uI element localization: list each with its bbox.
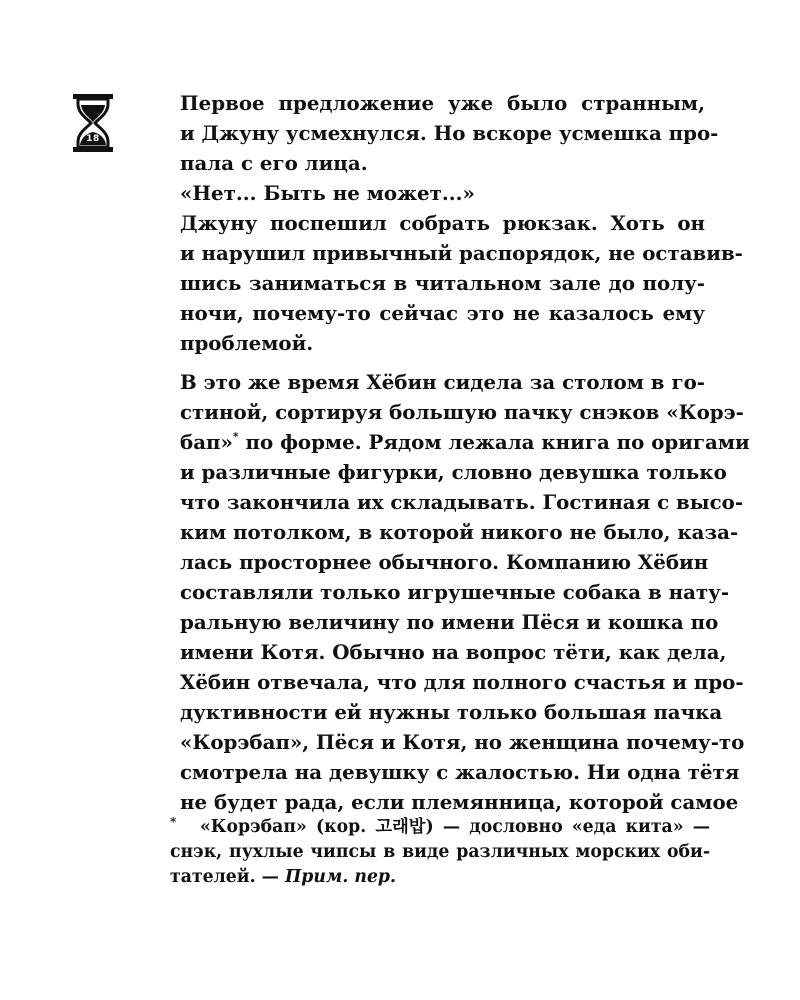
text-line: ночи, почему-то сейчас это не казалось ему — [180, 301, 705, 325]
hourglass-icon — [70, 92, 116, 154]
main-text-bottom — [180, 367, 750, 817]
footnote-line: * «Корэбап» (кор. 고래밥) — дословно «еда кита» — — [170, 815, 710, 837]
footnote-reference: * — [232, 430, 239, 443]
text-line: что закончила их складывать. Гостиная с высо- — [180, 490, 744, 514]
text-line: ким потолком, в которой никого не было, каза- — [180, 520, 739, 544]
text-line: имени Котя. Обычно на вопрос тёти, как дела, — [180, 640, 727, 664]
text-line: «Корэбап», Пёся и Котя, но женщина почему-то — [180, 730, 745, 754]
text-line: и нарушил привычный распорядок, не оставив- — [180, 241, 743, 265]
text-line: стиной, сортируя большую пачку снэков «Корэ- — [180, 400, 744, 424]
footnote-line — [170, 865, 710, 890]
text-fragment: по форме. Рядом лежала книга по оригами — [238, 430, 750, 454]
text-line-with-footnote-ref — [180, 427, 750, 457]
text-line: лась просторнее обычного. Компанию Хёбин — [180, 550, 709, 574]
text-line: пала с его лица. — [180, 151, 368, 175]
text-line: В это же время Хёбин сидела за столом в го- — [180, 370, 705, 394]
text-line: Первое предложение уже было странным, — [180, 91, 705, 115]
page-number: 18 — [86, 134, 100, 144]
text-line: смотрела на девушку с жалостью. Ни одна тётя — [180, 760, 740, 784]
footnote — [170, 815, 710, 890]
text-line: шись заниматься в читальном зале до полу- — [180, 271, 705, 295]
main-text-top — [180, 88, 743, 358]
text-line: не будет рада, если племянница, которой самое — [180, 790, 739, 814]
quote-line: «Нет... Быть не может...» — [180, 181, 475, 205]
text-line: проблемой. — [180, 331, 314, 355]
text-line: составляли только игрушечные собака в нату- — [180, 580, 730, 604]
text-line: и различные фигурки, словно девушка только — [180, 460, 727, 484]
footnote-text: «Корэбап» (кор. 고래밥) — дословно «еда кита» — — [200, 817, 710, 837]
text-line: Джуну поспешил собрать рюкзак. Хоть он — [180, 211, 705, 235]
translator-note: Прим. пер. — [284, 867, 397, 887]
text-line: и Джуну усмехнулся. Но вскоре усмешка про- — [180, 121, 719, 145]
text-line: ральную величину по имени Пёся и кошка по — [180, 610, 719, 634]
footnote-text: тателей. — — [170, 867, 285, 887]
text-line: дуктивности ей нужны только большая пачка — [180, 700, 723, 724]
text-line: Хёбин отвечала, что для полного счастья и про- — [180, 670, 744, 694]
footnote-line: снэк, пухлые чипсы в виде различных морских оби- — [170, 842, 710, 862]
text-fragment: бап» — [180, 430, 233, 454]
